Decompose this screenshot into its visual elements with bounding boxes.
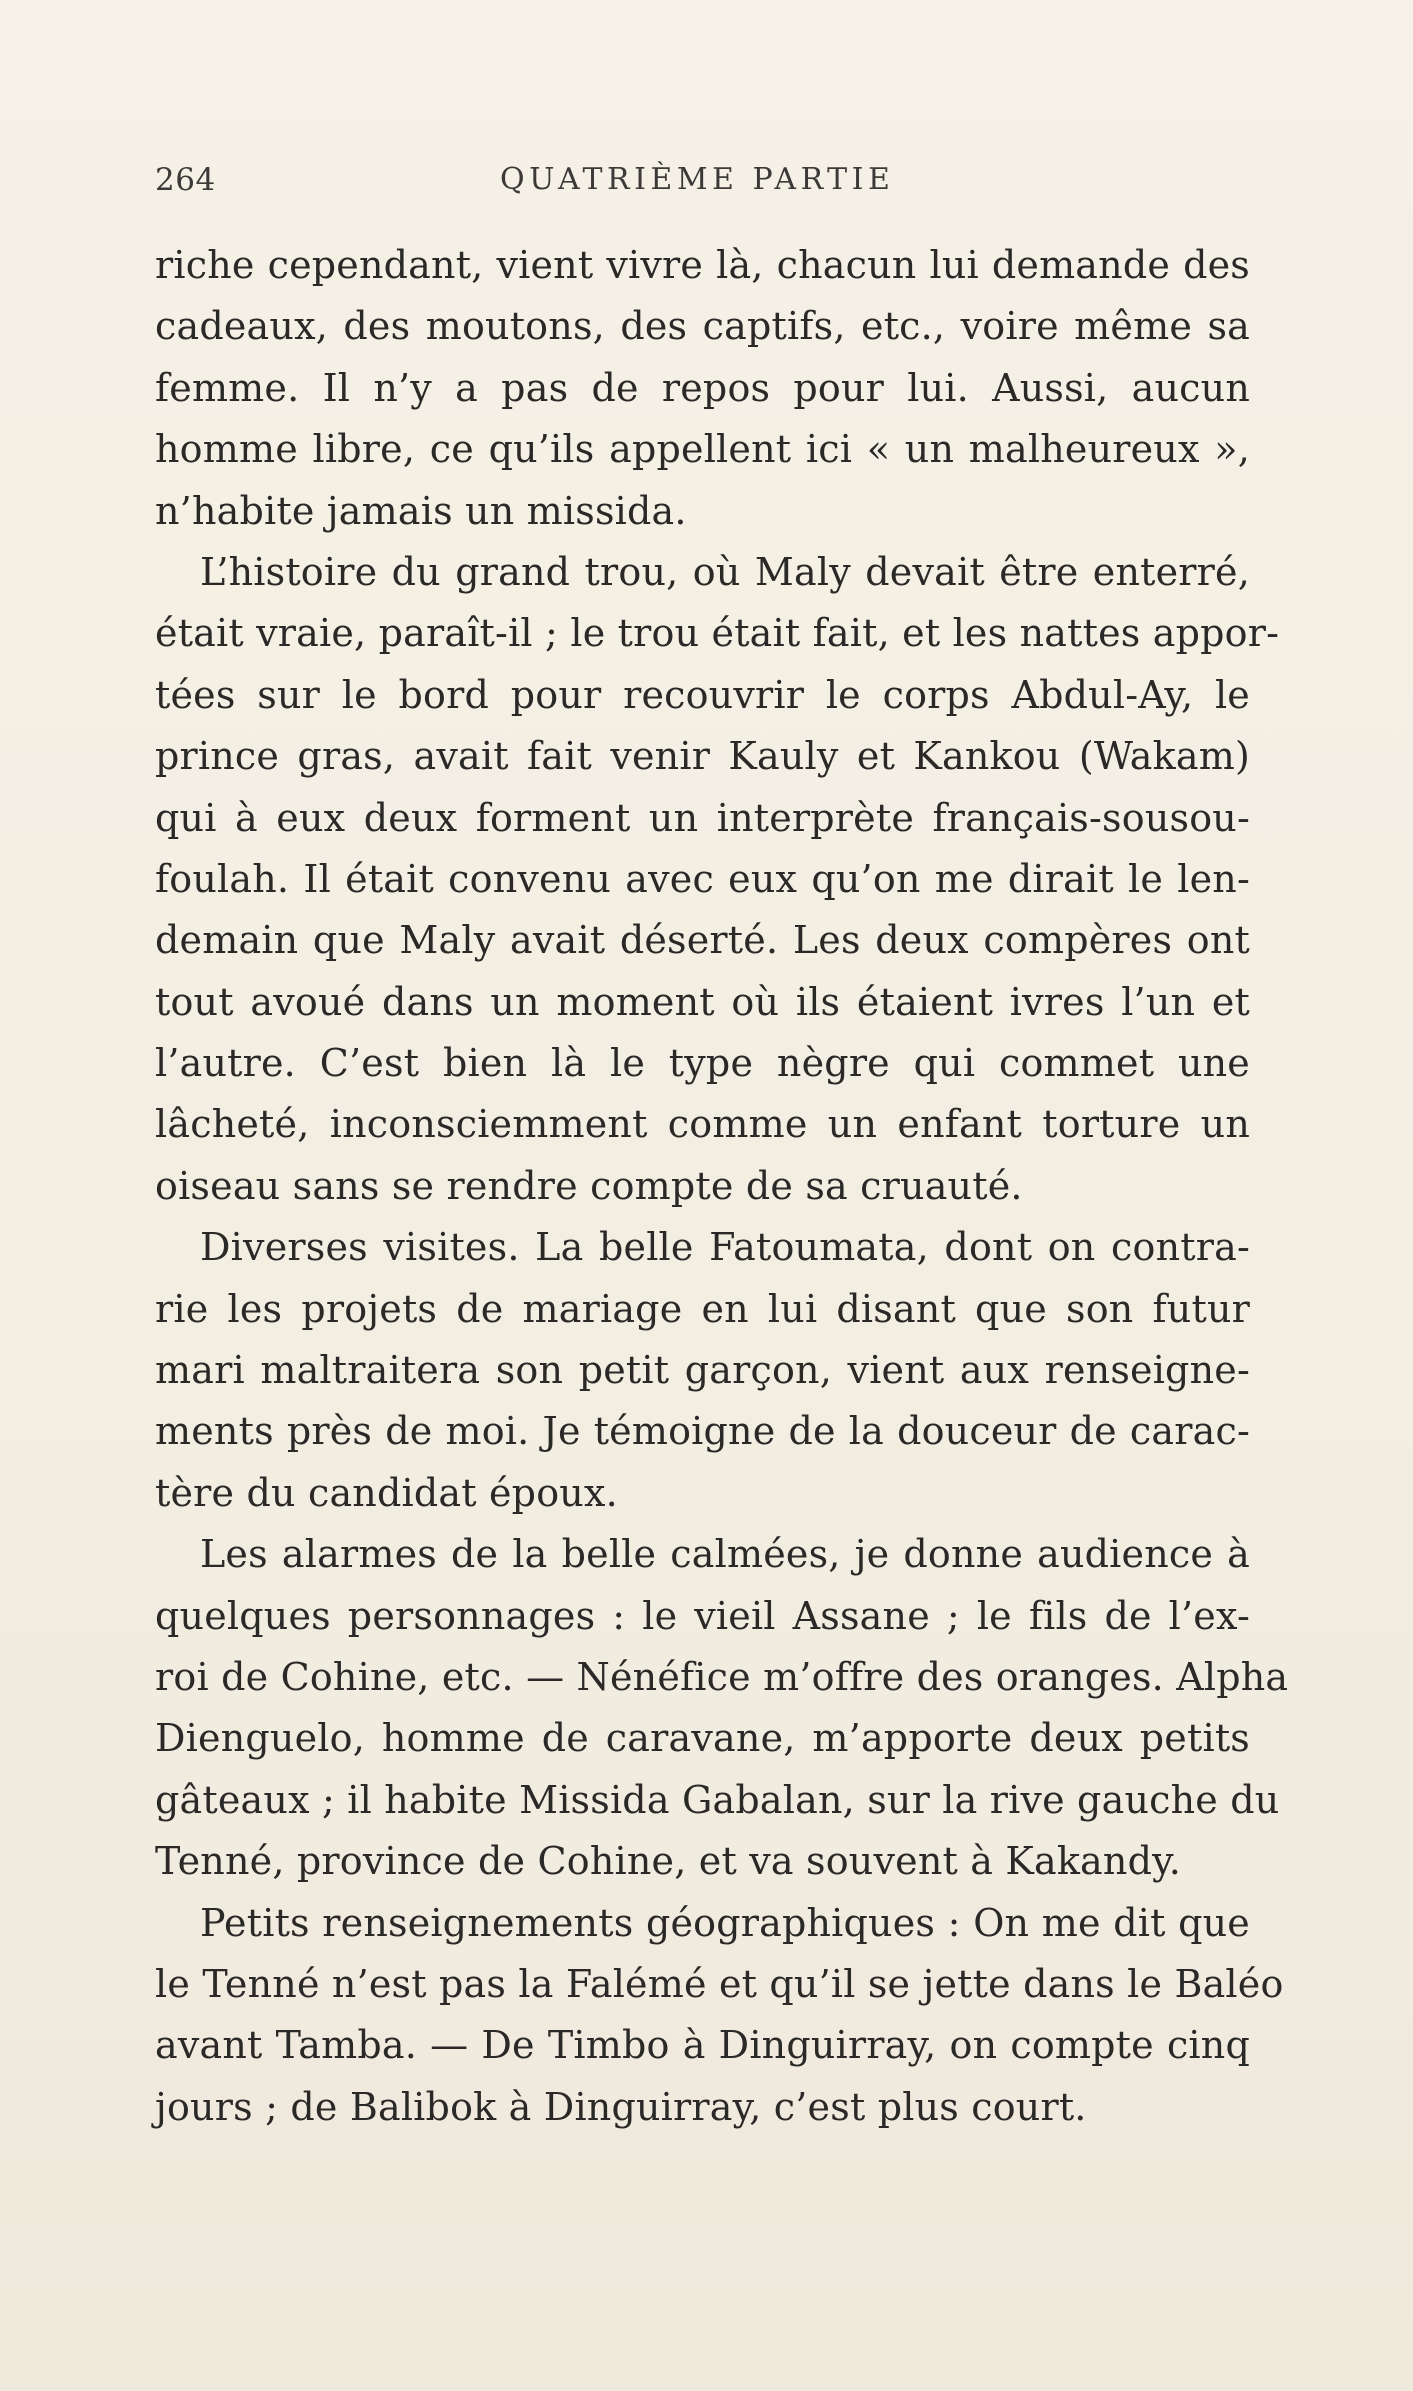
text-line: tout avoué dans un moment où ils étaient ivres l’un et [155, 979, 1250, 1024]
text-line: qui à eux deux forment un interprète français-sousou- [155, 795, 1250, 840]
text-line: riche cependant, vient vivre là, chacun lui demande des [155, 243, 1250, 287]
text-line: foulah. Il était convenu avec eux qu’on me dirait le len- [155, 856, 1250, 901]
text-line: femme. Il n’y a pas de repos pour lui. Aussi, aucun [155, 365, 1250, 410]
text-line: Diverses visites. La belle Fatoumata, dont on contra- [200, 1225, 1250, 1270]
text-line: mari maltraitera son petit garçon, vient aux renseigne- [155, 1348, 1250, 1393]
text-line: gâteaux ; il habite Missida Gabalan, sur la rive gauche du [155, 1777, 1280, 1822]
text-line: Petits renseignements géographiques : On me dit que [200, 1900, 1250, 1945]
text-line: prince gras, avait fait venir Kauly et Kankou (Wakam) [155, 734, 1250, 779]
text-line: lâcheté, inconsciemment comme un enfant torture un [155, 1102, 1250, 1147]
text-line: l’autre. C’est bien là le type nègre qui commet une [155, 1041, 1250, 1086]
text-line: le Tenné n’est pas la Falémé et qu’il se jette dans le Baléo [155, 1961, 1284, 2006]
page-number: 264 [155, 162, 216, 198]
text-line: Tenné, province de Cohine, et va souvent à Kakandy. [155, 1839, 1182, 1884]
text-line: L’histoire du grand trou, où Maly devait être enterré, [200, 549, 1250, 594]
text-line: roi de Cohine, etc. — Nénéfice m’offre des oranges. Alpha [155, 1654, 1289, 1699]
text-line: cadeaux, des moutons, des captifs, etc., voire même sa [155, 304, 1250, 349]
text-line: avant Tamba. — De Timbo à Dinguirray, on compte cinq [155, 2023, 1250, 2068]
running-head [0, 162, 1413, 206]
text-line: oiseau sans se rendre compte de sa cruauté. [155, 1163, 1023, 1208]
text-line: jours ; de Balibok à Dinguirray, c’est plus court. [155, 2084, 1087, 2129]
text-line: Les alarmes de la belle calmées, je donne audience à [200, 1532, 1250, 1577]
text-line: Dienguelo, homme de caravane, m’apporte deux petits [155, 1716, 1250, 1761]
body-text [155, 235, 1289, 2138]
running-title: QUATRIÈME PARTIE [500, 162, 895, 197]
text-line: tère du candidat époux. [155, 1470, 618, 1515]
text-line: tées sur le bord pour recouvrir le corps Abdul-Ay, le [155, 672, 1250, 717]
text-line: n’habite jamais un missida. [155, 488, 687, 533]
text-line: rie les projets de mariage en lui disant que son futur [155, 1286, 1250, 1331]
text-line: homme libre, ce qu’ils appellent ici « un malheureux », [155, 427, 1250, 472]
text-line: demain que Maly avait déserté. Les deux compères ont [155, 918, 1250, 963]
text-line: quelques personnages : le vieil Assane ; le fils de l’ex- [155, 1593, 1250, 1638]
text-line: était vraie, paraît-il ; le trou était fait, et les nattes appor- [155, 611, 1280, 656]
text-line: ments près de moi. Je témoigne de la douceur de carac- [155, 1409, 1250, 1454]
